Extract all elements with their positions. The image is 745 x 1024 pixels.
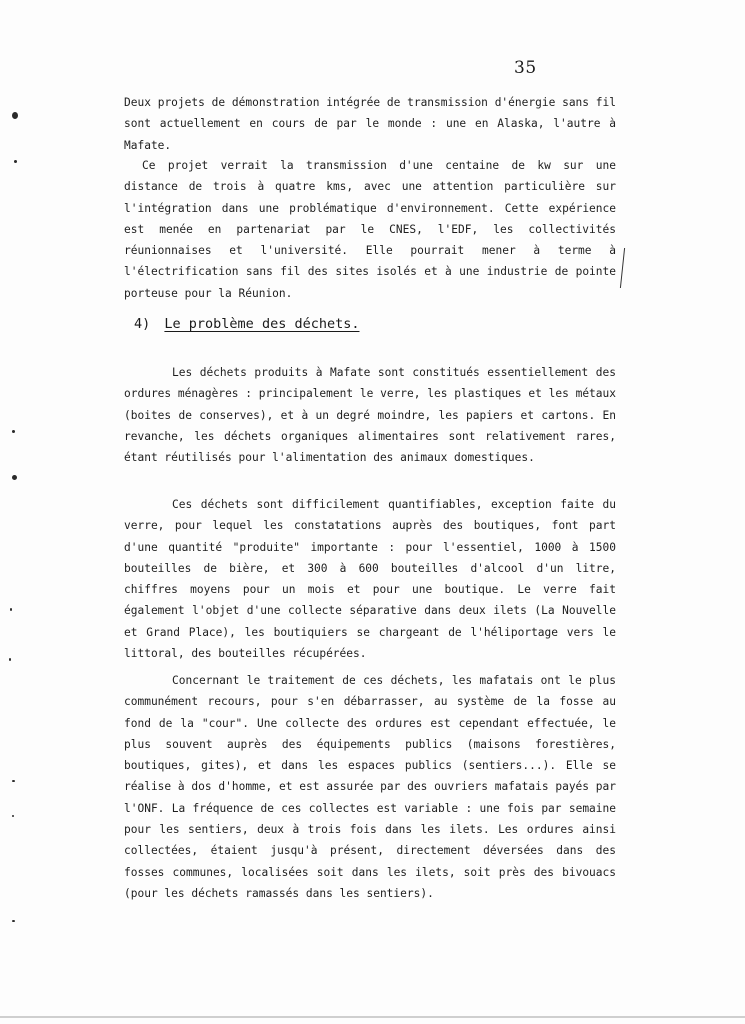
body-paragraph-3-text: Concernant le traitement de ces déchets, les mafatais ont le plus communément recours, pour s'en débarrasser, au système de la fosse au fond de la "cour". Une collecte des ordures est cependant effectuée, le plus souvent auprès des équipements publics (maisons forestières, boutiques, gites), et dans les espaces publics (sentiers...). Elle se réalise à dos d'homme, et est assurée par des ouvriers mafatais payés par l'ONF. La fréquence de ces collectes est variable : une fois par semaine pour les sentiers, deux à trois fois dans les ilets. Les ordures ainsi collectées, étaient jusqu'à présent, directement déversées dans des fosses communes, localisées soit dans les ilets, soit près des bivouacs (pour les déchets ramassés dans les sentiers).: [124, 674, 616, 900]
scan-speck: [12, 112, 18, 119]
body-paragraph-1-text: Les déchets produits à Mafate sont constitués essentiellement des ordures ménagères : principalement le verre, les plastiques et les métaux (boites de conserves), et à un degré moindre, les papiers et cartons. En revanche, les déchets organiques alimentaires sont relativement rares, étant réutilisés pour l'alimentation des animaux domestiques.: [124, 366, 616, 465]
section-title: Le problème des déchets.: [164, 316, 360, 332]
intro-paragraph-2-text: Ce projet verrait la transmission d'une centaine de kw sur une distance de trois à quatre kms, avec une attention particulière sur l'intégration dans une problématique d'environnement. Cette expérience est menée en partenariat par le CNES, l'EDF, les collectivités réunionnaises et l'université. Elle pourrait mener à terme à l'électrification sans fil des sites isolés et à une industrie de pointe porteuse pour la Réunion.: [124, 159, 616, 300]
scan-speck: [12, 815, 14, 817]
body-paragraph-2-text: Ces déchets sont difficilement quantifiables, exception faite du verre, pour lequel les constatations auprès des boutiques, font part d'une quantité "produite" importante : pour l'essentiel, 1000 à 1500 bouteilles de bière, et 300 à 600 bouteilles d'alcool d'un litre, chiffres moyens pour un mois et pour une boutique. Le verre fait également l'objet d'une collecte séparative dans deux ilets (La Nouvelle et Grand Place), les boutiquiers se chargeant de l'héliportage vers le littoral, des bouteilles récupérées.: [124, 498, 616, 661]
scan-speck: [14, 160, 17, 163]
intro-paragraph-2: [124, 155, 616, 304]
intro-paragraph-1-text: Deux projets de démonstration intégrée de transmission d'énergie sans fil sont actuellement en cours de par le monde : une en Alaska, l'autre à Mafate.: [124, 96, 616, 152]
body-paragraph-3: [124, 670, 616, 904]
section-heading: [134, 316, 359, 332]
scan-speck: [12, 780, 15, 782]
body-paragraph-1: [124, 362, 616, 468]
intro-paragraph-1: [124, 92, 616, 156]
scan-bottom-edge: [0, 1016, 745, 1018]
scan-speck: [10, 608, 12, 611]
scan-speck: [9, 658, 11, 661]
section-number: 4): [134, 316, 151, 332]
scan-speck: [12, 475, 17, 480]
body-paragraph-2: [124, 494, 616, 664]
page-number: 35: [514, 58, 537, 78]
scan-speck: [12, 920, 15, 922]
scan-speck: [12, 430, 15, 433]
